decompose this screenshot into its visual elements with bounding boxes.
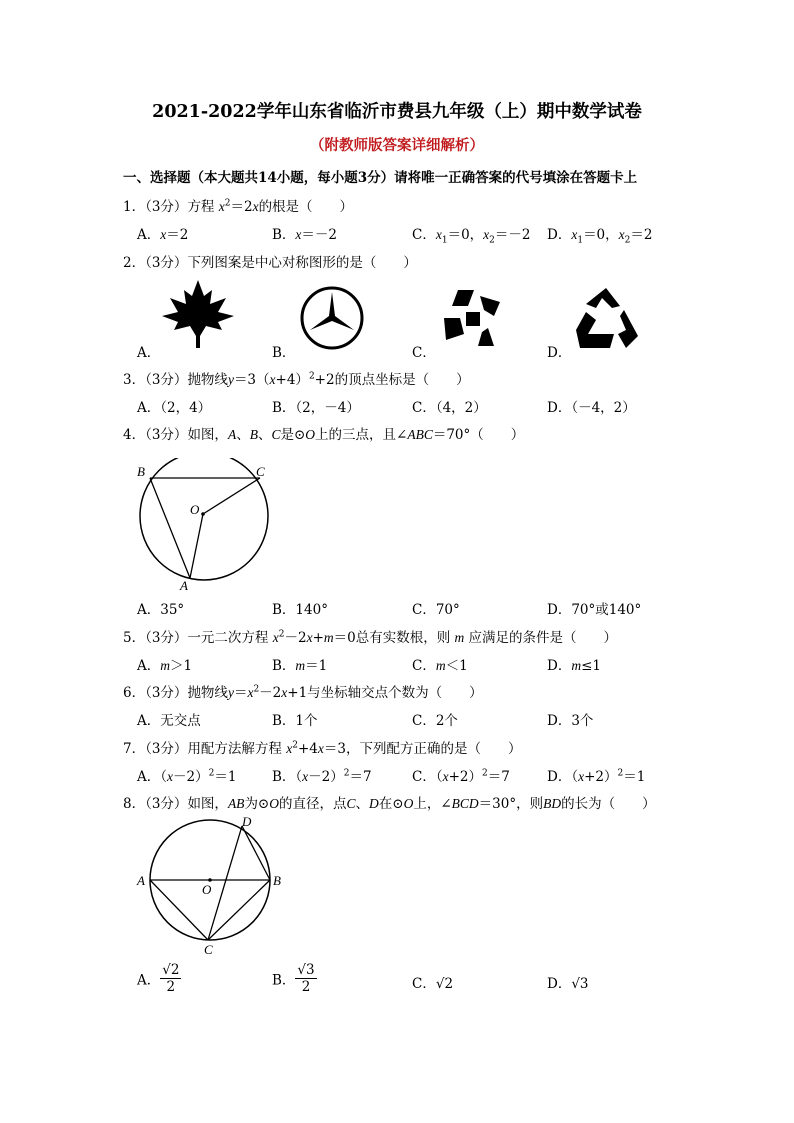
label-a: A <box>180 578 188 593</box>
option-4c[interactable]: C．70° <box>412 602 460 618</box>
option-8c[interactable]: C．√2 <box>412 976 454 992</box>
option-7b[interactable]: B．$(x-2)^2=7$ <box>272 768 372 785</box>
question-8: 8．（3分）如图，AB为⊙O的直径，点C、D在⊙O上，∠BCD＝30°，则BD的长为（ ） <box>123 796 656 812</box>
label-a: A <box>137 873 145 888</box>
option-2d[interactable]: D． <box>547 345 572 361</box>
option-5c[interactable]: C．m＜1 <box>412 658 468 674</box>
label-c: C <box>256 464 265 479</box>
page-title: 2021-2022学年山东省临沂市费县九年级（上）期中数学试卷 <box>152 102 642 122</box>
option-2b[interactable]: B． <box>272 345 296 361</box>
option-8d[interactable]: D．√3 <box>547 976 589 992</box>
option-1d[interactable]: D．$x_1=0$，$x_2=2$ <box>547 227 653 246</box>
option-4d[interactable]: D．70°或140° <box>547 602 642 618</box>
figure-q8-circle <box>134 814 290 956</box>
option-4a[interactable]: A．35° <box>137 602 185 618</box>
option-3c[interactable]: C．（4，2） <box>412 400 487 416</box>
option-2a[interactable]: A． <box>137 345 161 361</box>
option-3d[interactable]: D．（－4，2） <box>547 400 636 416</box>
maple-leaf-icon <box>160 278 236 350</box>
option-7d[interactable]: D．$(x+2)^2=1$ <box>547 768 646 785</box>
label-d: D <box>242 814 252 829</box>
option-5a[interactable]: A．m＞1 <box>137 658 193 674</box>
recycle-triangle-icon <box>574 286 640 352</box>
question-7: 7．（3分）用配方法解方程 $x^2+4x=3$，下列配方正确的是（ ） <box>123 740 522 757</box>
option-1a[interactable]: A．x＝2 <box>137 227 189 243</box>
mercedes-star-icon <box>298 284 366 352</box>
option-6b[interactable]: B．1个 <box>272 713 318 729</box>
label-o: O <box>190 502 200 517</box>
option-3b[interactable]: B．（2，－4） <box>272 400 360 416</box>
question-6: 6．（3分）抛物线$y=x^2-2x+1$与坐标轴交点个数为（ ） <box>123 684 483 701</box>
option-7a[interactable]: A．$(x-2)^2=1$ <box>137 768 237 785</box>
option-3a[interactable]: A．（2，4） <box>137 400 212 416</box>
figure-q4-circle <box>132 458 282 594</box>
question-2: 2．（3分）下列图案是中心对称图形的是（ ） <box>123 255 417 271</box>
label-c: C <box>204 942 213 956</box>
option-4b[interactable]: B．140° <box>272 602 328 618</box>
option-5d[interactable]: D．m≤1 <box>547 658 601 674</box>
option-8a[interactable]: A． $\frac{√2}{2}$ <box>137 962 180 995</box>
option-1c[interactable]: C．$x_1=0$，$x_2=-2$ <box>412 227 531 246</box>
question-3: 3．（3分）抛物线$y=3(x+4)^2+2$的顶点坐标是（ ） <box>123 371 470 388</box>
label-b: B <box>137 464 145 479</box>
option-2c[interactable]: C． <box>412 345 436 361</box>
question-1: 1．（3分）方程 $x^2=2x$的根是（ ） <box>123 198 354 215</box>
section-heading: 一、选择题（本大题共14小题，每小题3分）请将唯一正确答案的代号填涂在答题卡上 <box>123 170 638 186</box>
option-1b[interactable]: B．x＝－2 <box>272 227 338 243</box>
question-4: 4．（3分）如图，A、B、C是⊙O上的三点，且∠ABC＝70°（ ） <box>123 427 525 443</box>
option-6c[interactable]: C．2个 <box>412 713 458 729</box>
page-subtitle: （附教师版答案详细解析） <box>310 137 484 154</box>
option-5b[interactable]: B．m＝1 <box>272 658 328 674</box>
pinwheel-squares-icon <box>440 288 506 348</box>
option-7c[interactable]: C．$(x+2)^2=7$ <box>412 768 510 785</box>
option-6a[interactable]: A．无交点 <box>137 713 201 729</box>
question-5: 5．（3分）一元二次方程 $x^2-2x+m=0$总有实数根，则 m 应满足的条件是（ ） <box>123 629 618 646</box>
label-o: O <box>202 882 212 897</box>
option-8b[interactable]: B． $\frac{√3}{2}$ <box>272 962 315 995</box>
option-6d[interactable]: D．3个 <box>547 713 594 729</box>
label-b: B <box>273 873 281 888</box>
